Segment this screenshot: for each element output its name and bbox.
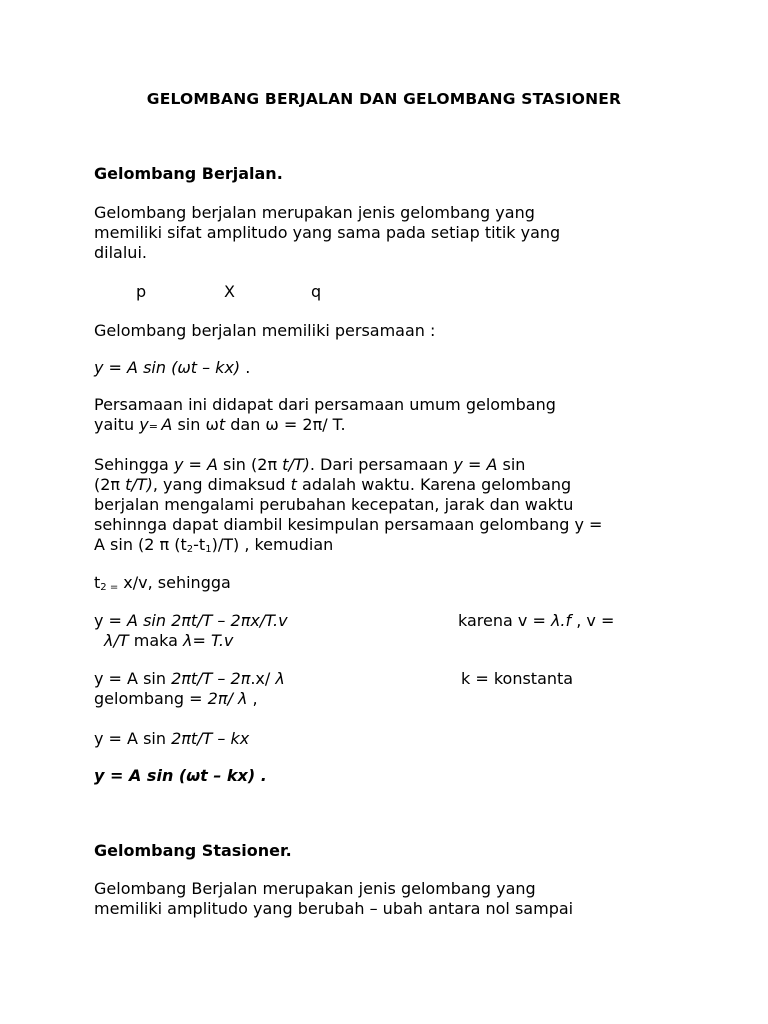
equation-intro: Gelombang berjalan memiliki persamaan :	[94, 321, 436, 340]
text-run: .x/	[250, 669, 276, 688]
text-run: sin (2π	[217, 455, 283, 474]
text-run: y =	[94, 611, 128, 630]
paragraph-line: Persamaan ini didapat dari persamaan umum gelombang	[94, 395, 556, 414]
point-label-p: p	[136, 282, 147, 301]
section-heading-gelombang-stasioner: Gelombang Stasioner.	[94, 841, 292, 860]
text-run: dan ω = 2π/ T.	[225, 415, 346, 434]
paragraph-line: dilalui.	[94, 243, 147, 262]
equation-final: y = A sin (ωt – kx) .	[94, 766, 267, 785]
text-run: t	[218, 415, 226, 434]
text-run: ,	[247, 689, 258, 708]
equation-main	[94, 358, 250, 378]
text-run: 2πt/T – kx	[171, 729, 250, 748]
text-run: t	[290, 475, 297, 494]
text-run: x/v, sehingga	[118, 573, 231, 592]
text-run: (2π	[94, 475, 126, 494]
t2-line	[94, 573, 231, 593]
paragraph-line: memiliki sifat amplitudo yang sama pada setiap titik yang	[94, 223, 561, 242]
text-run: gelombang =	[94, 689, 208, 708]
text-run: λ= T.v	[183, 631, 234, 650]
text-run: =	[148, 420, 162, 433]
equation-line	[94, 611, 288, 631]
paragraph-line: memiliki amplitudo yang berubah – ubah antara nol sampai	[94, 899, 574, 918]
text-run: sin	[497, 455, 526, 474]
paragraph-line: Gelombang berjalan merupakan jenis gelombang yang	[94, 203, 535, 222]
equation-note: k = konstanta	[461, 669, 574, 688]
text-run: )/T) , kemudian	[211, 535, 334, 554]
text-run: 2π/ λ	[207, 689, 248, 708]
paragraph-line	[94, 455, 525, 475]
text-run: t/T)	[282, 455, 310, 474]
text-run: yaitu	[94, 415, 140, 434]
paragraph-line	[94, 415, 346, 437]
subscript: 1	[205, 544, 212, 555]
text-run: karena v =	[458, 611, 551, 630]
text-run: y = A sin	[94, 729, 172, 748]
text-run: t/T)	[125, 475, 153, 494]
equation-line	[94, 729, 249, 749]
paragraph-line	[94, 535, 333, 555]
text-run: y = A	[173, 455, 218, 474]
text-run: adalah waktu. Karena gelombang	[296, 475, 572, 494]
equation-main-formula: y = A sin (ωt – kx)	[94, 358, 241, 377]
equation-line	[94, 689, 258, 709]
point-label-q: q	[311, 282, 322, 301]
text-run: maka	[128, 631, 183, 650]
paragraph-line: sehinnga dapat diambil kesimpulan persamaan gelombang y =	[94, 515, 603, 534]
text-run: A sin 2πt/T – 2πx/T.v	[127, 611, 288, 630]
text-run: y = A sin	[94, 669, 172, 688]
equation-note	[458, 611, 614, 631]
text-run: , v =	[571, 611, 615, 630]
text-run: y	[139, 415, 149, 434]
equation-main-tail: .	[240, 358, 251, 377]
text-run: t	[94, 573, 101, 592]
equation-line	[94, 669, 285, 689]
text-run: λ	[275, 669, 285, 688]
text-run: A	[161, 415, 173, 434]
text-run: -t	[193, 535, 206, 554]
text-run: , yang dimaksud	[152, 475, 291, 494]
section-heading-gelombang-berjalan: Gelombang Berjalan.	[94, 164, 283, 183]
text-run: λ.f	[550, 611, 572, 630]
subscript: 2	[186, 544, 194, 555]
point-label-x: X	[224, 282, 235, 301]
equation-line	[104, 631, 233, 651]
text-run: Sehingga	[94, 455, 174, 474]
paragraph-line: Gelombang Berjalan merupakan jenis gelombang yang	[94, 879, 536, 898]
text-run: λ/T	[104, 631, 129, 650]
paragraph-line: berjalan mengalami perubahan kecepatan, jarak dan waktu	[94, 495, 574, 514]
text-run: A sin (2 π (t	[94, 535, 187, 554]
document-title: GELOMBANG BERJALAN DAN GELOMBANG STASIONER	[146, 90, 622, 108]
text-run: y = A	[453, 455, 498, 474]
text-run: . Dari persamaan	[309, 455, 454, 474]
text-run: sin ω	[172, 415, 219, 434]
subscript: 2 =	[100, 582, 119, 593]
paragraph-line	[94, 475, 571, 495]
text-run: 2πt/T – 2π	[171, 669, 251, 688]
